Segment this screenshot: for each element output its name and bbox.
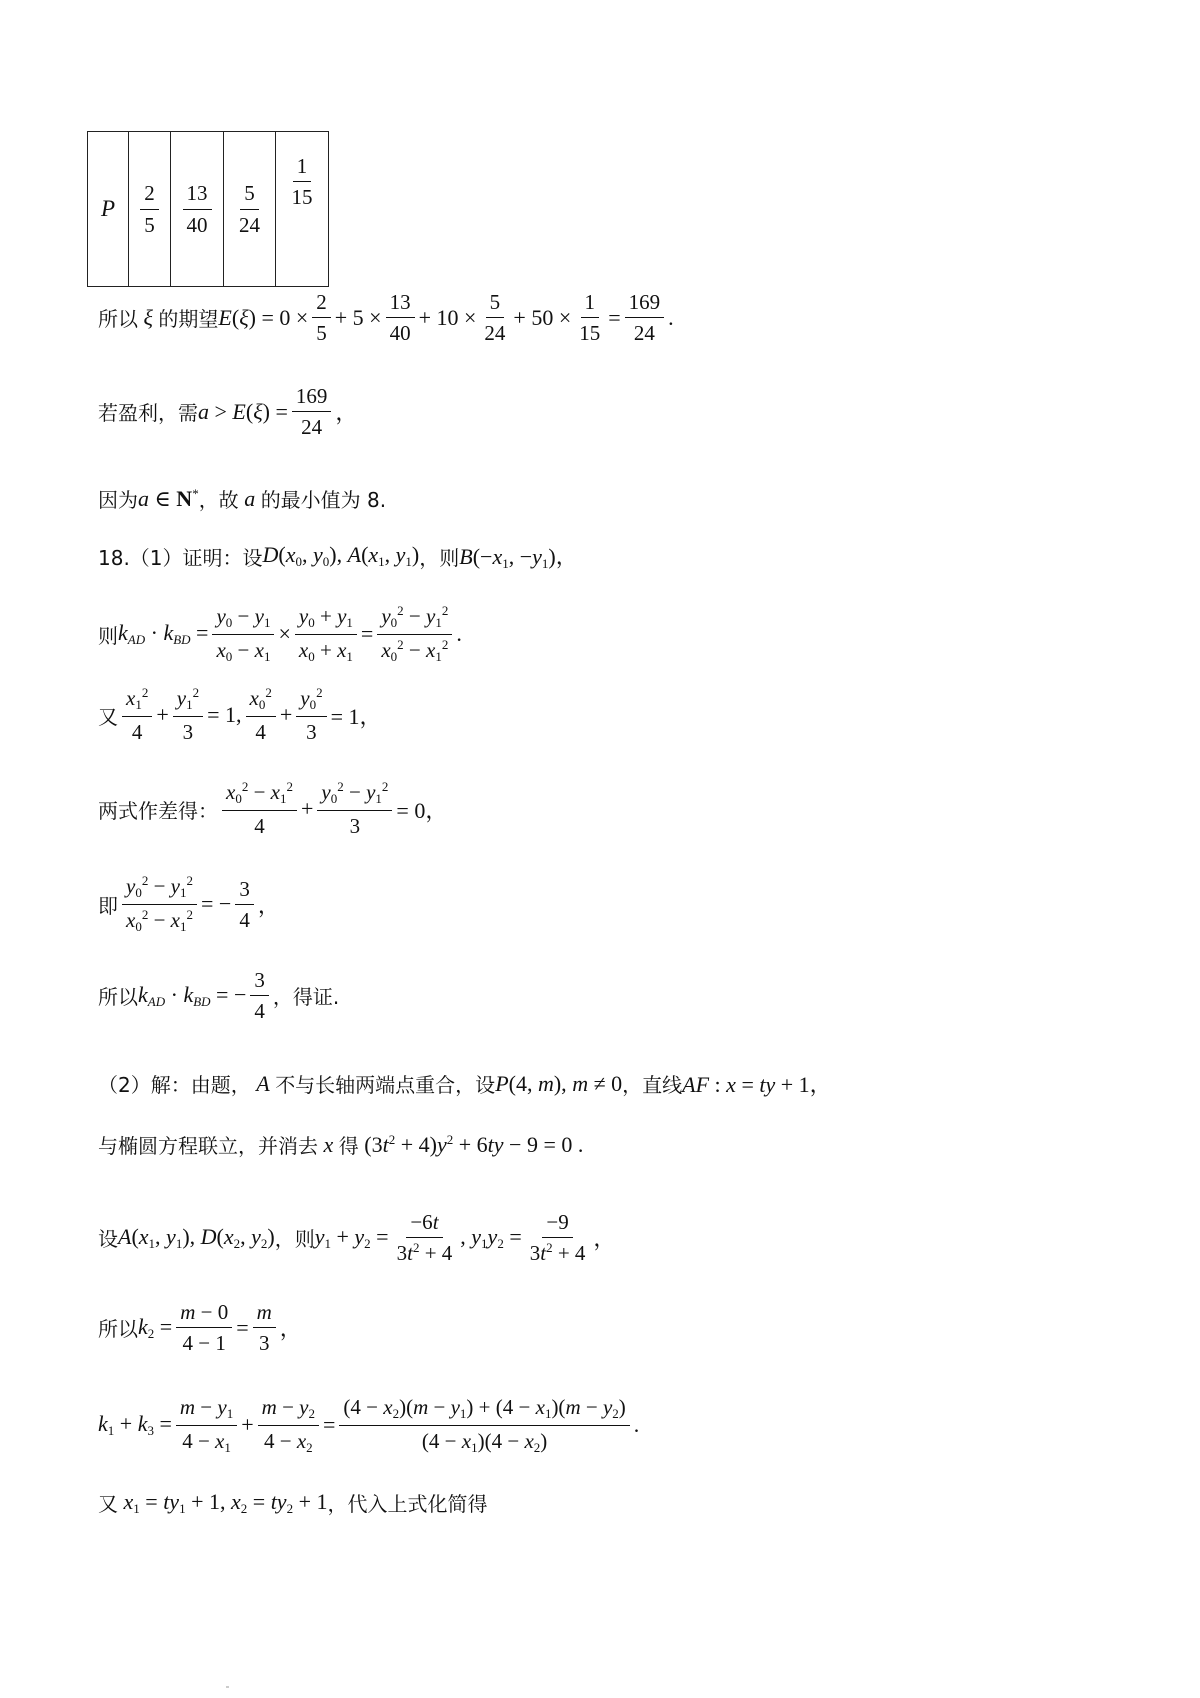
substitute-line: 又 $x_1 = ty_1 + 1$, $x_2 = ty_2 + 1$ ，代入上式化简得 (98, 1488, 488, 1516)
difference-line: 两式作差得： $\frac{x_0^2 - x_1^2}{4}$ + $\frac{y_0^2 - y_1^2}{3}$ = 0， (98, 779, 448, 838)
profit-line: 若盈利，需 a > E(ξ) = $\frac{169}{24}$ ， (98, 384, 358, 440)
q18-line: 18.（1）证明：设 $D(x_0$, $y_0$), $A(x_1$, $y_1$) ，则 $B(-x_1$, $-y_1$)， (98, 542, 578, 571)
slope-product-line: 则 $k_{AD} \cdot k_{BD}$ = $\frac{y_0 - y_1}{x_0 - x_1}$ × $\frac{y_0 + y_1}{x_0 + x_1}$ = $\frac{y_0^2 - y_1^2}{x_0^2 - x_1^2}$ . (98, 603, 462, 664)
table-cell (171, 132, 224, 287)
conclusion-line: 所以 $k_{AD} \cdot k_{BD}$ = − $\frac{3}{4}$ ，得证. (98, 968, 340, 1024)
fraction: $\frac{1}{15}$ (291, 154, 313, 210)
ellipse-equations-line: 又 $\frac{x_1^2}{4}$ + $\frac{y_1^2}{3}$ = 1, $\frac{x_0^2}{4}$ + $\frac{y_0^2}{3}$ = 1， (98, 685, 382, 744)
expectation-line: 所以 ξ 的期望 E(ξ) = 0 × $\frac{2}{5}$ + 5 × $\frac{13}{40}$ + 10 × $\frac{5}{24}$ + 50 × $\frac{1}{15}$ = $\frac{169}{24}$ . (98, 290, 674, 346)
table-cell (224, 132, 276, 287)
fraction: $\frac{2}{5}$ (140, 181, 159, 236)
k2-line: 所以 $k_2$ = $\frac{m - 0}{4 - 1}$ = $\frac{m}{3}$ ， (98, 1300, 302, 1356)
page-mark (226, 1686, 229, 1688)
k1-k3-line: $k_1 + k_3$ = $\frac{m - y_1}{4 - x_1}$ + $\frac{m - y_2}{4 - x_2}$ = $\frac{(4 - x_2)(m - y_1) + (4 - x_1)(m - y_2)}{(4 - x_1)(4 - x_2)}$ . (98, 1395, 640, 1455)
table-header-cell (88, 132, 129, 287)
since-line: 因为 a ∈ N* ，故 a 的最小值为 8. (98, 485, 387, 512)
vieta-line: 设 $A(x_1$, $y_1$), $D(x_2$, $y_2$) ，则 $y_1 + y_2$ = $\frac{-6t}{3t^2 + 4}$ , $y_1y_2$ = $\frac{-9}{3t^2 + 4}$ ， (98, 1210, 616, 1266)
table-cell (129, 132, 171, 287)
fraction: $\frac{5}{24}$ (239, 181, 260, 237)
table-cell (276, 132, 329, 287)
probability-table (87, 131, 329, 287)
combine-line: 与椭圆方程联立，并消去 x 得 $(3t^2 + 4)y^2 + 6ty - 9 = 0$ . (98, 1131, 584, 1158)
table-header-label: P (100, 196, 116, 221)
part2-line: （2）解：由题， A 不与长轴两端点重合，设 P(4, m), m ≠ 0 ，直线 AF : x = ty + 1， (98, 1070, 832, 1097)
ratio-line: 即 $\frac{y_0^2 - y_1^2}{x_0^2 - x_1^2}$ = − $\frac{3}{4}$ ， (98, 873, 280, 934)
fraction: $\frac{13}{40}$ (183, 181, 212, 236)
